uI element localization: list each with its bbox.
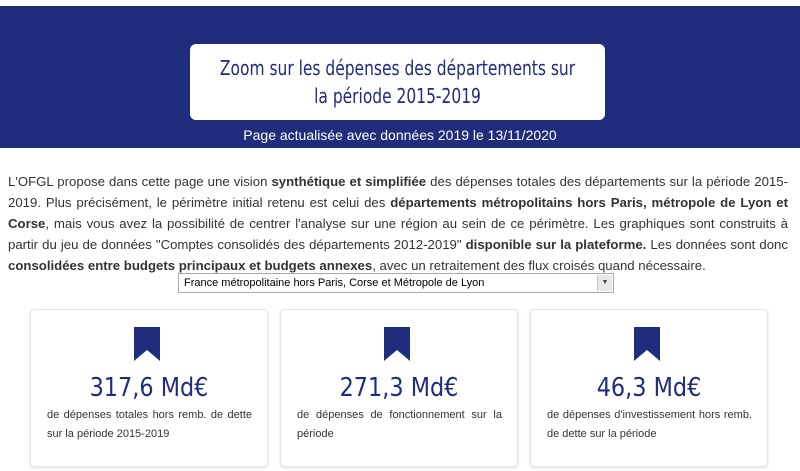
region-select-value: France métropolitaine hors Paris, Corse et Métropole de Lyon	[184, 277, 485, 289]
intro-text: L'OFGL propose dans cette page une vision	[8, 174, 272, 189]
page-title: Zoom sur les dépenses des départements sur la période 2015-2019	[219, 56, 576, 108]
kpi-value: 271,3 Md€	[339, 373, 459, 403]
kpi-label: de dépenses de fonctionnement sur la période	[297, 409, 502, 440]
bookmark-icon	[384, 327, 410, 361]
title-box	[190, 44, 605, 120]
intro-bold: synthétique et simplifiée	[271, 174, 427, 189]
intro-text: , mais vous avez la possibilité de centrer l'analyse sur une région au sein de ce périmètre. Les graphiques sont construits à partir du jeu de données "Comptes consolidés des départements 2012-2019"	[8, 216, 788, 252]
intro-bold: disponible sur la plateforme.	[465, 237, 647, 252]
page-header	[0, 6, 800, 148]
kpi-value: 46,3 Md€	[596, 373, 702, 403]
kpi-card-fonctionnement	[280, 309, 518, 467]
intro-paragraph	[8, 171, 788, 276]
kpi-card-total	[30, 309, 268, 467]
intro-bold: consolidées entre budgets principaux et budgets annexes	[8, 258, 373, 273]
kpi-value: 317,6 Md€	[89, 373, 209, 403]
intro-text: des dépenses totales des départements sur la période 2015-2019. Plus précisément, le périmètre initial retenu est celui des	[8, 174, 788, 210]
bookmark-icon	[634, 327, 660, 361]
chevron-down-icon[interactable]: ▼	[597, 275, 612, 291]
bookmark-icon	[134, 327, 160, 361]
region-select[interactable]	[178, 273, 614, 293]
update-subtitle: Page actualisée avec données 2019 le 13/11/2020	[243, 127, 557, 143]
kpi-card-investissement	[530, 309, 768, 467]
intro-text: Les données sont donc	[646, 237, 788, 252]
kpi-label: de dépenses totales hors remb. de dette sur la période 2015-2019	[47, 409, 252, 440]
kpi-label: de dépenses d'investissement hors remb. de dette sur la période	[547, 409, 752, 440]
intro-bold: départements métropolitains hors Paris, métropole de Lyon et Corse	[8, 195, 789, 231]
intro-text: , avec un retraitement des flux croisés quand nécessaire.	[372, 258, 706, 273]
